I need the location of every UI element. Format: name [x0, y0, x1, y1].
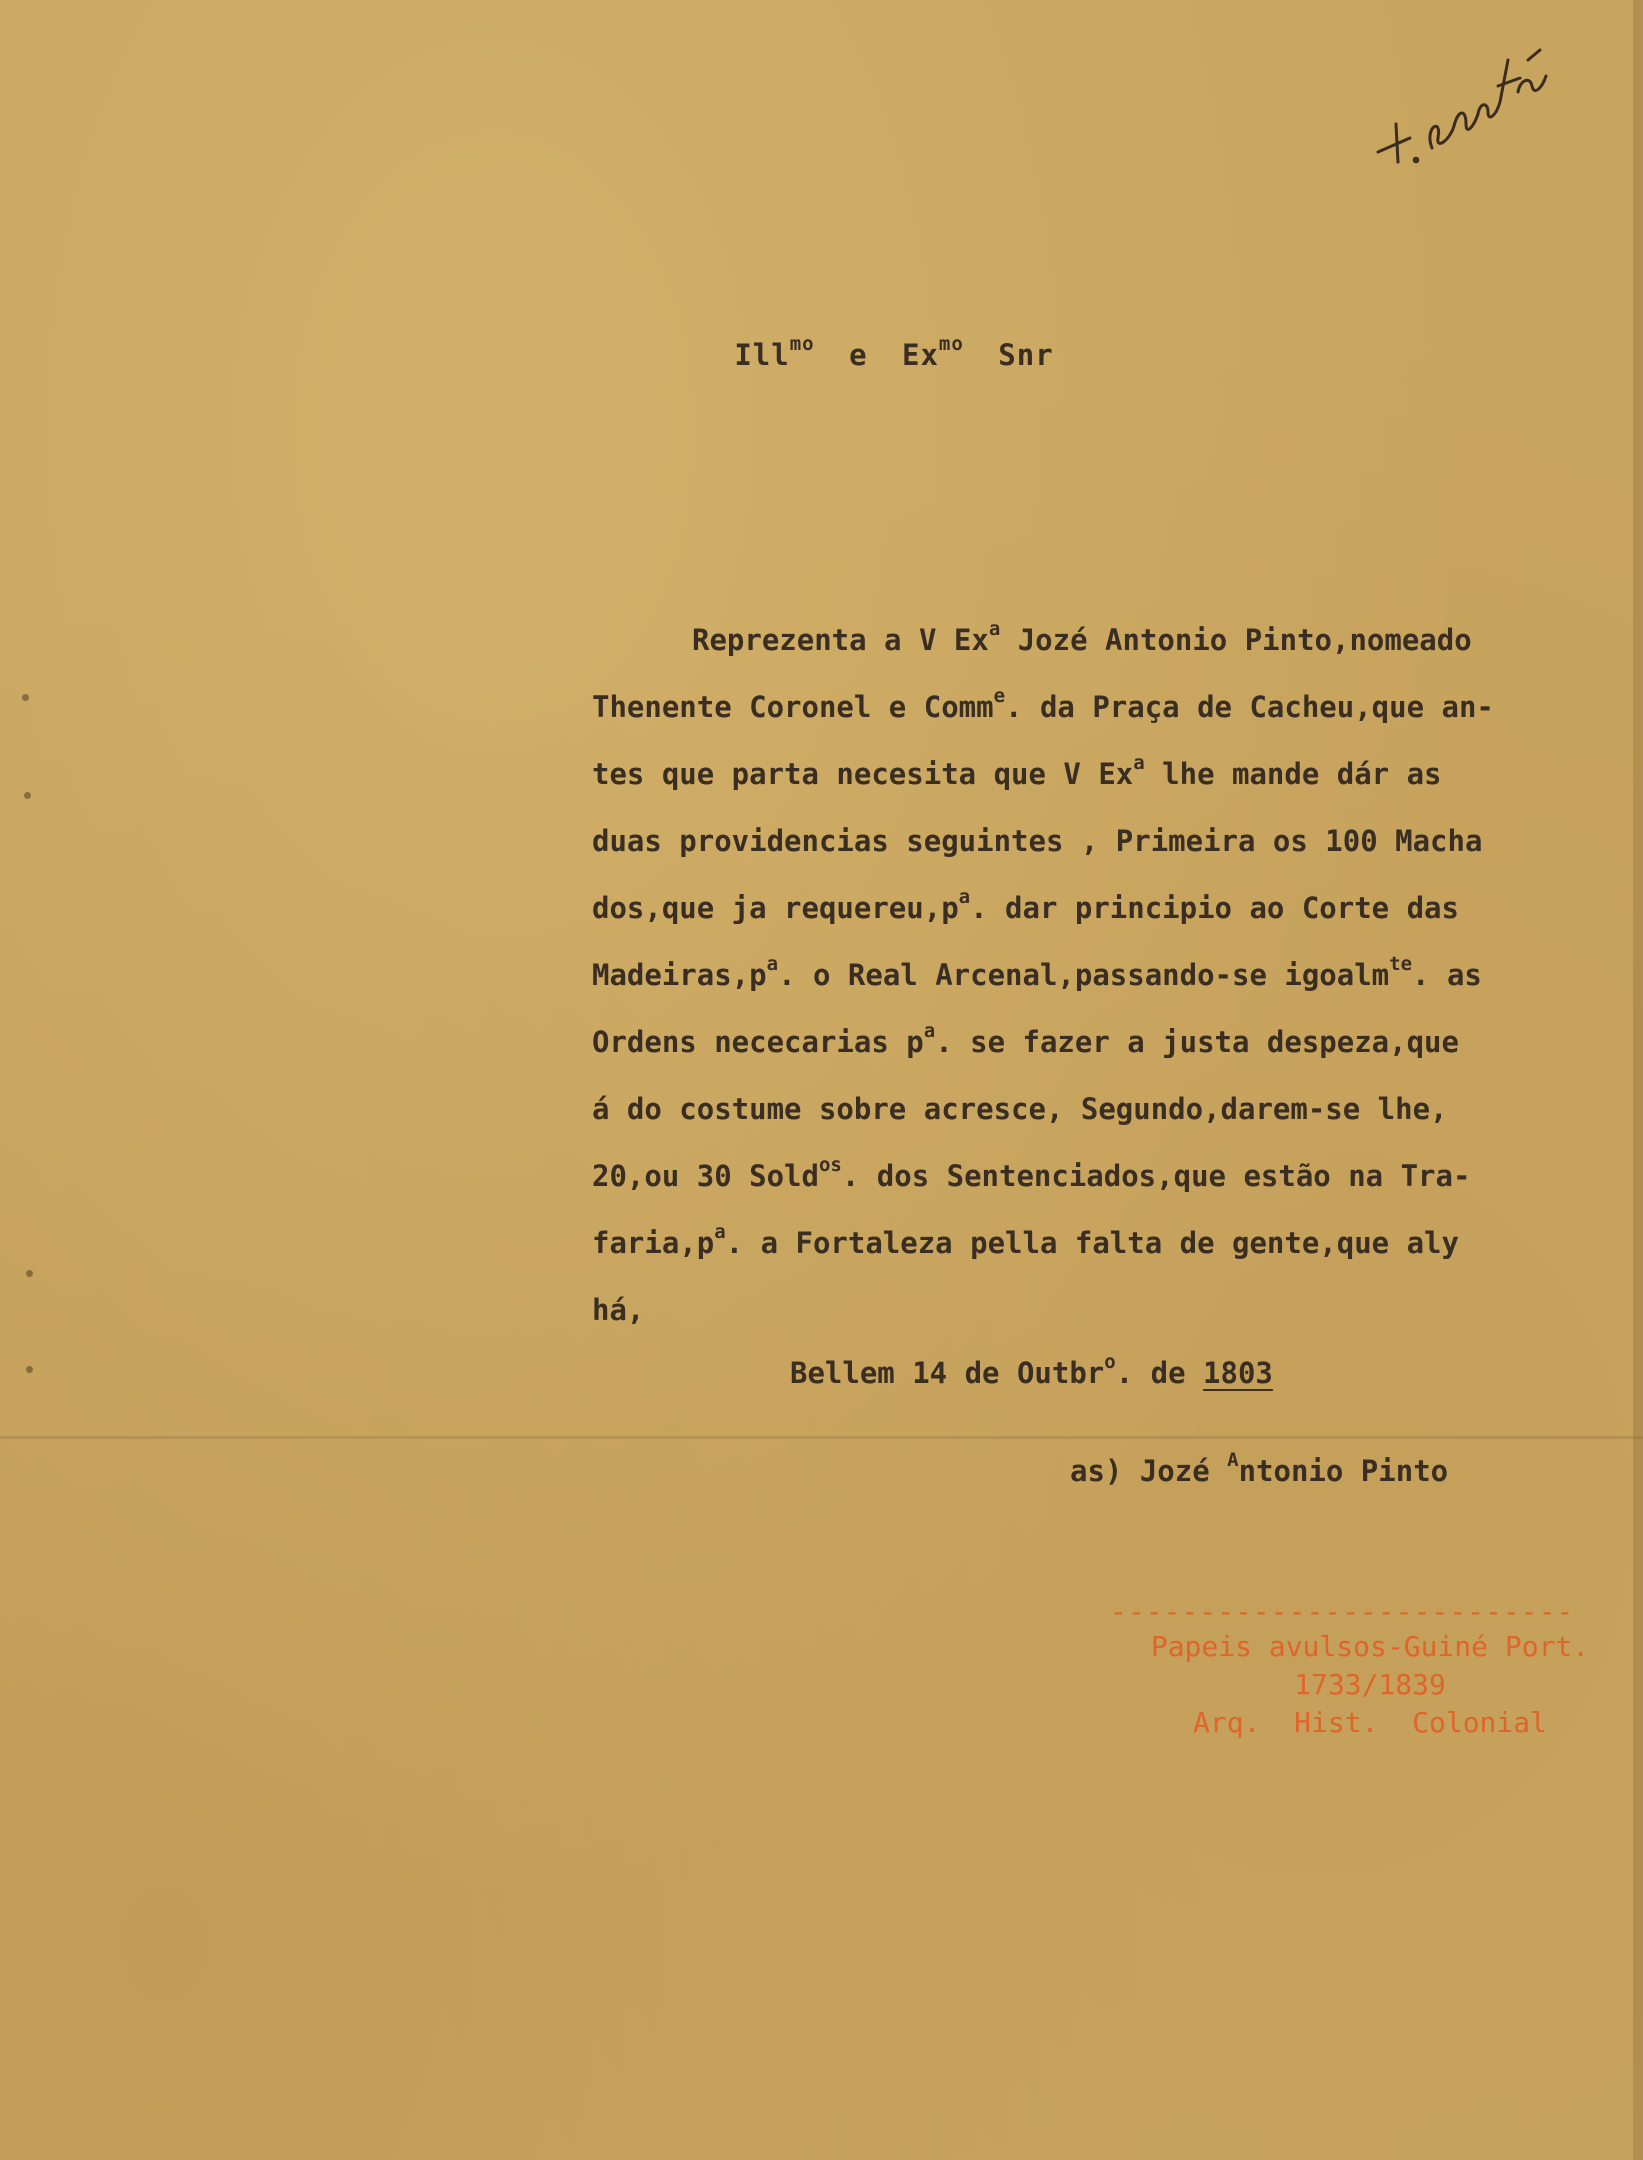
- letter-line: $faria,p^a$. a Fortaleza pella falta de gente,que aly: [592, 1221, 1459, 1260]
- letter-line: duas providencias seguintes , Primeira os 100 Macha: [592, 824, 1483, 858]
- letter-body: [592, 618, 1602, 1355]
- letter-line: dos,que ja $requereu,p^a$. dar principio ao Corte das: [592, 886, 1459, 925]
- letter-line: 20,ou 30 Sold$^{os}$. dos Sentenciados,que estão na Tra-: [592, 1154, 1471, 1193]
- letter-line: há,: [592, 1293, 645, 1327]
- paper-fold-line: [0, 1436, 1643, 1439]
- paper-edge-shadow: [1633, 0, 1643, 2160]
- salutation-part: Snr: [998, 338, 1054, 372]
- stamp-line: Arq. Hist. Colonial: [1192, 1706, 1547, 1739]
- letter-line: Ordens nececarias $p^a$. se fazer a justa despeza,que: [592, 1020, 1459, 1059]
- punch-hole-mark: [26, 1366, 33, 1373]
- letter-line: Thenente Coronel e Comm$^e$. da Praça de Cacheu,que an-: [592, 685, 1494, 724]
- stamp-line: Papeis avulsos-Guiné Port.: [1150, 1630, 1590, 1663]
- punch-hole-mark: [22, 694, 29, 701]
- letter-line: $Madeiras,p^a$. o Real Arcenal,passando-se igoalm$^{te}$. as: [592, 953, 1482, 992]
- handwritten-annotation: [1370, 30, 1560, 170]
- letter-line: Reprezenta a V Ex$^a$ Jozé Antonio Pinto,nomeado: [692, 618, 1472, 657]
- punch-hole-mark: [26, 1270, 33, 1277]
- letter-line: á do costume sobre acresce, Segundo,darem-se lhe,: [592, 1092, 1448, 1126]
- salutation: [0, 333, 1643, 372]
- stamp-line: 1733/1839: [1294, 1668, 1446, 1701]
- letter-signature: as) Jozé $^A$ntonio Pinto: [1070, 1449, 1449, 1488]
- salutation-part: Ill$^{mo}$: [734, 333, 815, 372]
- date-year: 1803: [1203, 1356, 1273, 1390]
- stamp-rule: --------------------------: [1110, 1595, 1575, 1628]
- letter-date: Bellem 14 de Outbr$^o$. de 1803: [790, 1351, 1273, 1390]
- punch-hole-mark: [24, 792, 31, 799]
- archive-stamp: [1110, 1595, 1630, 1742]
- salutation-connector: e: [849, 338, 868, 372]
- salutation-part: $Ex^{mo}$: [902, 333, 964, 372]
- letter-line: tes que parta necesita que V Ex$^a$ lhe mande dár as: [592, 752, 1442, 791]
